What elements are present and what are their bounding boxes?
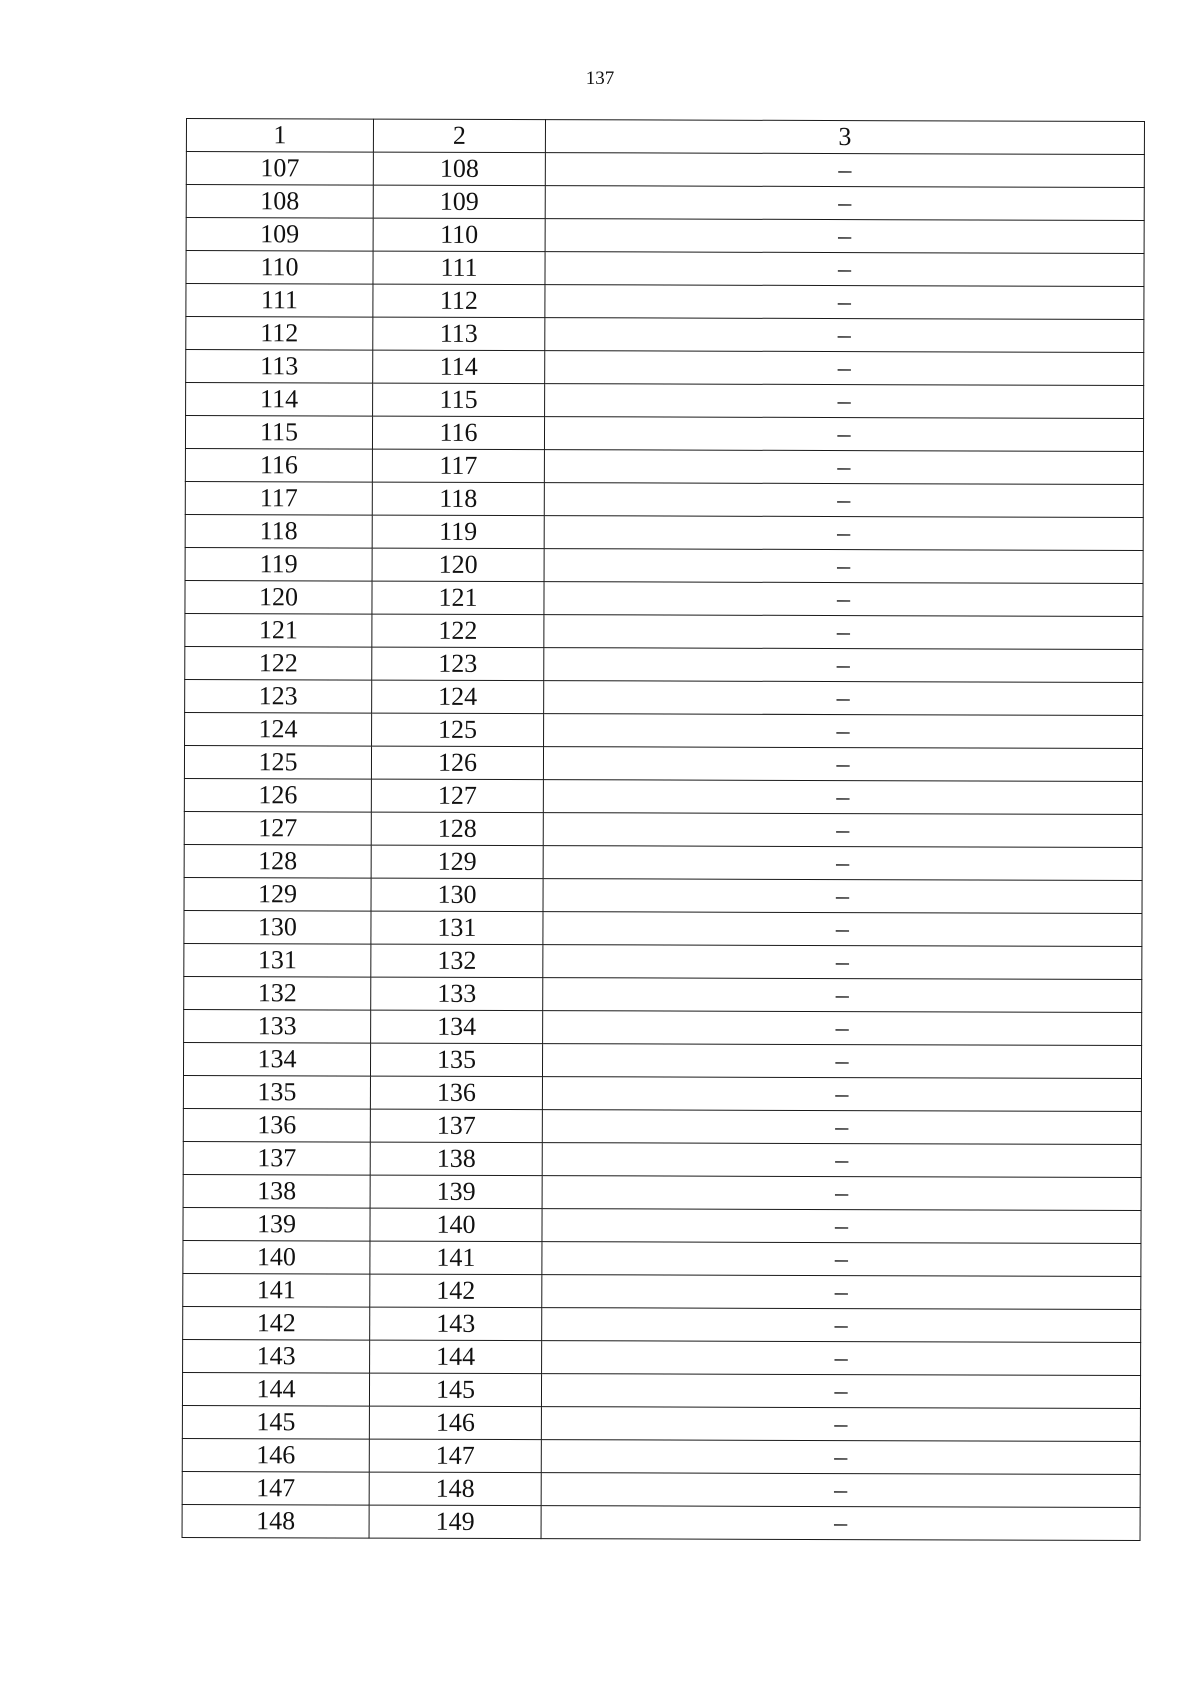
table-row bbox=[185, 547, 1143, 583]
table-row bbox=[185, 481, 1143, 517]
table-cell: 110 bbox=[186, 251, 373, 285]
table-cell: – bbox=[543, 780, 1142, 815]
table-cell: – bbox=[543, 912, 1142, 947]
table-cell: 136 bbox=[370, 1076, 542, 1110]
table-cell: 111 bbox=[373, 251, 545, 285]
table-row bbox=[184, 910, 1142, 946]
table-cell: – bbox=[542, 1077, 1141, 1112]
table-cell: 108 bbox=[186, 185, 373, 219]
table-cell: 117 bbox=[185, 481, 372, 515]
table-row bbox=[186, 350, 1144, 386]
column-header: 1 bbox=[186, 119, 373, 153]
table-cell: – bbox=[544, 648, 1143, 683]
table-cell: 129 bbox=[184, 877, 371, 911]
table-row bbox=[184, 844, 1142, 880]
table-row bbox=[184, 976, 1142, 1012]
table-cell: – bbox=[543, 747, 1142, 782]
table-row bbox=[182, 1504, 1140, 1540]
table-cell: 119 bbox=[185, 547, 372, 581]
table-cell: – bbox=[544, 450, 1143, 485]
table-row bbox=[185, 613, 1143, 649]
table-cell: 134 bbox=[183, 1042, 370, 1076]
table-cell: 131 bbox=[371, 911, 543, 945]
table-row bbox=[184, 877, 1142, 913]
table-cell: – bbox=[544, 549, 1143, 584]
table-cell: 142 bbox=[370, 1274, 542, 1308]
table-cell: – bbox=[545, 252, 1144, 287]
table-cell: – bbox=[545, 219, 1144, 254]
table-cell: 107 bbox=[186, 152, 373, 186]
table-row bbox=[182, 1405, 1140, 1441]
table-cell: 112 bbox=[186, 317, 373, 351]
table-cell: 115 bbox=[373, 383, 545, 417]
page-number: 137 bbox=[585, 68, 615, 89]
table-cell: 148 bbox=[369, 1472, 541, 1506]
table-cell: 128 bbox=[184, 844, 371, 878]
table-row bbox=[186, 251, 1144, 287]
table-cell: 124 bbox=[372, 680, 544, 714]
table-cell: 122 bbox=[185, 646, 372, 680]
table-row bbox=[185, 580, 1143, 616]
table-cell: 130 bbox=[184, 910, 371, 944]
table-row bbox=[183, 1141, 1141, 1177]
table-cell: 120 bbox=[185, 580, 372, 614]
header-row bbox=[186, 119, 1144, 155]
table-cell: – bbox=[543, 978, 1142, 1013]
table-cell: 122 bbox=[372, 614, 544, 648]
table-row bbox=[185, 448, 1143, 484]
table-cell: 113 bbox=[373, 317, 545, 351]
table-cell: 143 bbox=[370, 1307, 542, 1341]
table-cell: – bbox=[545, 384, 1144, 419]
table-row bbox=[183, 1273, 1141, 1309]
table-row bbox=[184, 778, 1142, 814]
table-row bbox=[186, 317, 1144, 353]
table-cell: – bbox=[541, 1506, 1140, 1541]
table-cell: 113 bbox=[186, 350, 373, 384]
table-cell: 130 bbox=[371, 878, 543, 912]
table-cell: 146 bbox=[369, 1406, 541, 1440]
table-cell: 148 bbox=[182, 1504, 369, 1538]
table-cell: 144 bbox=[370, 1340, 542, 1374]
table-cell: – bbox=[541, 1374, 1140, 1409]
table-row bbox=[186, 218, 1144, 254]
table-row bbox=[183, 1174, 1141, 1210]
table-cell: 126 bbox=[371, 746, 543, 780]
table-row bbox=[182, 1372, 1140, 1408]
table-row bbox=[185, 712, 1143, 748]
table-row bbox=[184, 1009, 1142, 1045]
table-cell: 142 bbox=[183, 1306, 370, 1340]
table-cell: 134 bbox=[371, 1010, 543, 1044]
table-cell: – bbox=[542, 1341, 1141, 1376]
table-cell: 114 bbox=[186, 383, 373, 417]
table-cell: – bbox=[545, 351, 1144, 386]
table-row bbox=[183, 1042, 1141, 1078]
table-cell: 141 bbox=[183, 1273, 370, 1307]
table-cell: – bbox=[544, 417, 1143, 452]
table-cell: 147 bbox=[182, 1471, 369, 1505]
table-cell: 138 bbox=[183, 1174, 370, 1208]
table-cell: 129 bbox=[371, 845, 543, 879]
table-row bbox=[183, 1075, 1141, 1111]
table-cell: – bbox=[542, 1209, 1141, 1244]
table-cell: 109 bbox=[373, 185, 545, 219]
table-row bbox=[186, 152, 1144, 188]
table-cell: 133 bbox=[371, 977, 543, 1011]
table-cell: 115 bbox=[185, 416, 372, 450]
table-row bbox=[185, 416, 1143, 452]
table-row bbox=[185, 646, 1143, 682]
table-cell: 127 bbox=[371, 779, 543, 813]
table-cell: – bbox=[544, 681, 1143, 716]
table-cell: 144 bbox=[182, 1372, 369, 1406]
table-row bbox=[186, 383, 1144, 419]
table-cell: 118 bbox=[185, 514, 372, 548]
table-cell: 132 bbox=[184, 976, 371, 1010]
table-row bbox=[183, 1240, 1141, 1276]
table-cell: – bbox=[541, 1440, 1140, 1475]
table-cell: – bbox=[544, 714, 1143, 749]
table-cell: – bbox=[542, 1143, 1141, 1178]
table-cell: – bbox=[544, 516, 1143, 551]
table-cell: – bbox=[544, 615, 1143, 650]
table-cell: 125 bbox=[372, 713, 544, 747]
table-cell: – bbox=[544, 582, 1143, 617]
table-cell: – bbox=[542, 1176, 1141, 1211]
table-cell: 136 bbox=[183, 1108, 370, 1142]
table-row bbox=[186, 284, 1144, 320]
table-cell: – bbox=[545, 285, 1144, 320]
table-cell: 118 bbox=[372, 482, 544, 516]
table-cell: 138 bbox=[370, 1142, 542, 1176]
column-header: 3 bbox=[545, 120, 1144, 155]
table-cell: 112 bbox=[373, 284, 545, 318]
table-cell: 121 bbox=[372, 581, 544, 615]
table-cell: 147 bbox=[369, 1439, 541, 1473]
table-row bbox=[184, 745, 1142, 781]
table-cell: 140 bbox=[183, 1240, 370, 1274]
table-cell: – bbox=[545, 153, 1144, 188]
table-row bbox=[185, 679, 1143, 715]
table-cell: 123 bbox=[372, 647, 544, 681]
table-row bbox=[183, 1207, 1141, 1243]
table-cell: – bbox=[543, 879, 1142, 914]
table-row bbox=[182, 1471, 1140, 1507]
table-cell: – bbox=[543, 945, 1142, 980]
table-cell: 146 bbox=[182, 1438, 369, 1472]
table-cell: 131 bbox=[184, 943, 371, 977]
table-cell: 119 bbox=[372, 515, 544, 549]
table-cell: 133 bbox=[184, 1009, 371, 1043]
table-cell: – bbox=[542, 1308, 1141, 1343]
table-cell: 116 bbox=[372, 416, 544, 450]
table-cell: 127 bbox=[184, 811, 371, 845]
table-cell: 145 bbox=[369, 1373, 541, 1407]
table-cell: 137 bbox=[183, 1141, 370, 1175]
table-cell: 143 bbox=[183, 1339, 370, 1373]
table-row bbox=[185, 514, 1143, 550]
table-cell: – bbox=[542, 1110, 1141, 1145]
table-cell: 126 bbox=[184, 778, 371, 812]
table-cell: 114 bbox=[373, 350, 545, 384]
table-row bbox=[183, 1108, 1141, 1144]
table-row bbox=[184, 943, 1142, 979]
table-cell: 128 bbox=[371, 812, 543, 846]
table-cell: – bbox=[542, 1275, 1141, 1310]
table-cell: 149 bbox=[369, 1505, 541, 1539]
table-cell: 109 bbox=[186, 218, 373, 252]
table-cell: 110 bbox=[373, 218, 545, 252]
table-cell: – bbox=[545, 186, 1144, 221]
table-cell: 108 bbox=[373, 152, 545, 186]
table-cell: 120 bbox=[372, 548, 544, 582]
table-row bbox=[186, 185, 1144, 221]
table-cell: – bbox=[542, 1242, 1141, 1277]
table-row bbox=[183, 1339, 1141, 1375]
table-cell: 135 bbox=[183, 1075, 370, 1109]
table-cell: – bbox=[544, 483, 1143, 518]
table-cell: 121 bbox=[185, 613, 372, 647]
table-cell: – bbox=[541, 1407, 1140, 1442]
table-cell: 137 bbox=[370, 1109, 542, 1143]
table-cell: 132 bbox=[371, 944, 543, 978]
data-table bbox=[182, 118, 1145, 1541]
table-cell: – bbox=[541, 1473, 1140, 1508]
table-cell: 124 bbox=[185, 712, 372, 746]
table-row bbox=[182, 1438, 1140, 1474]
table-cell: 141 bbox=[370, 1241, 542, 1275]
table-cell: – bbox=[545, 318, 1144, 353]
table-cell: 145 bbox=[182, 1405, 369, 1439]
table-cell: – bbox=[543, 1011, 1142, 1046]
table-row bbox=[183, 1306, 1141, 1342]
table-cell: 117 bbox=[372, 449, 544, 483]
table-cell: 123 bbox=[185, 679, 372, 713]
table-cell: – bbox=[543, 846, 1142, 881]
table-row bbox=[184, 811, 1142, 847]
table-cell: – bbox=[543, 813, 1142, 848]
table-cell: 135 bbox=[370, 1043, 542, 1077]
table-cell: – bbox=[542, 1044, 1141, 1079]
table-cell: 139 bbox=[183, 1207, 370, 1241]
table-cell: 139 bbox=[370, 1175, 542, 1209]
table-cell: 111 bbox=[186, 284, 373, 318]
table-cell: 140 bbox=[370, 1208, 542, 1242]
table-cell: 116 bbox=[185, 448, 372, 482]
column-header: 2 bbox=[373, 119, 545, 153]
table-body bbox=[182, 119, 1144, 1541]
table-cell: 125 bbox=[184, 745, 371, 779]
